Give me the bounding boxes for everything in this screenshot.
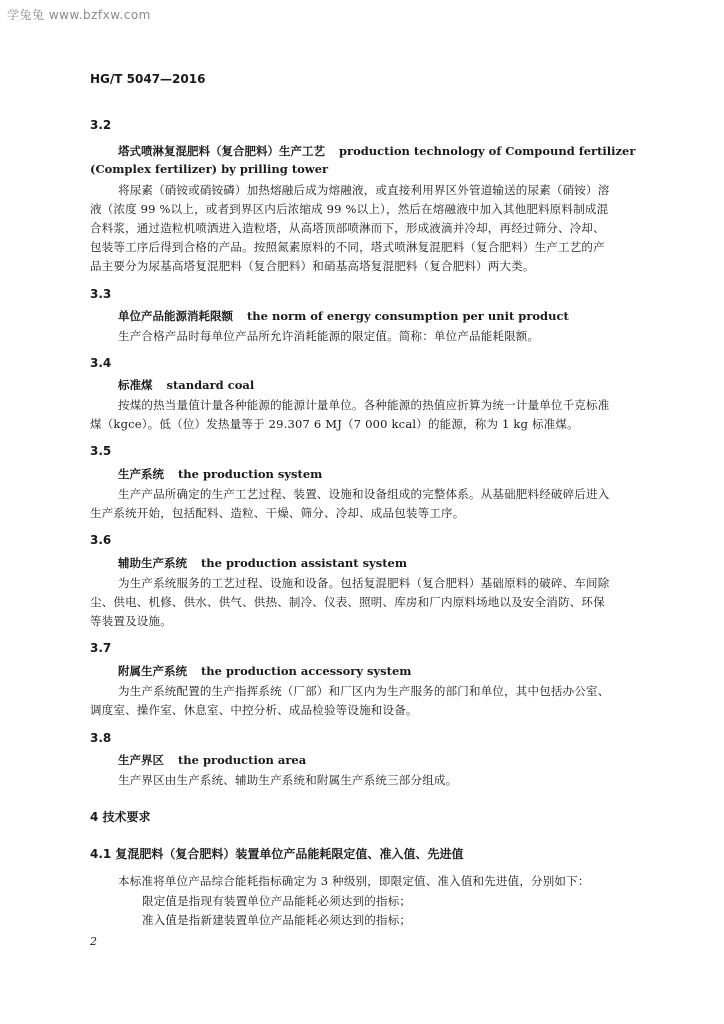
term-title-3-3 <box>118 308 569 324</box>
term-title-3-2 <box>118 143 635 159</box>
paragraph-line: 尘、供电、机修、供水、供气、供热、制冷、仪表、照明、库房和厂内原料场地以及安全消防、环保 <box>90 595 605 609</box>
term-en: the production system <box>178 467 323 481</box>
section-heading-4: 4 技术要求 <box>90 810 151 824</box>
standard-number-header: HG/T 5047—2016 <box>90 72 206 86</box>
paragraph-line: 包装等工序后得到合格的产品。按照氮素原料的不同，塔式喷淋复混肥料（复合肥料）生产工艺的产 <box>90 240 605 254</box>
paragraph-line: 生产系统开始，包括配料、造粒、干燥、筛分、冷却、成品包装等工序。 <box>90 506 465 520</box>
site-watermark: 学兔兔 www.bzfxw.com <box>7 8 151 22</box>
page-number: 2 <box>90 935 97 948</box>
clause-number-3-5: 3.5 <box>90 444 112 458</box>
term-title-3-4 <box>118 377 254 393</box>
clause-number-3-8: 3.8 <box>90 731 112 745</box>
subsection-heading-4-1: 4.1 复混肥料（复合肥料）装置单位产品能耗限定值、准入值、先进值 <box>90 847 464 861</box>
paragraph-line: 品主要分为尿基高塔复混肥料（复合肥料）和硝基高塔复混肥料（复合肥料）两大类。 <box>90 259 535 273</box>
term-en: production technology of Compound fertilizer <box>339 144 636 158</box>
clause-number-3-3: 3.3 <box>90 287 112 301</box>
term-cn: 附属生产系统 <box>118 664 187 678</box>
term-title-3-5 <box>118 466 322 482</box>
term-title-3-8 <box>118 752 306 768</box>
term-cn: 生产系统 <box>118 467 164 481</box>
paragraph-line: 煤（kgce）。低（位）发热量等于 29.307 6 MJ（7 000 kcal）的能源，称为 1 kg 标准煤。 <box>90 417 579 431</box>
term-en: the production area <box>178 753 307 767</box>
term-en: the production accessory system <box>201 664 412 678</box>
clause-number-3-4: 3.4 <box>90 356 112 370</box>
term-cn: 生产界区 <box>118 753 164 767</box>
paragraph-line: 将尿素（硝铵或硝铵磷）加热熔融后成为熔融液，或直接利用界区外管道输送的尿素（硝铵）溶 <box>118 183 610 197</box>
term-title-3-7 <box>118 663 411 679</box>
paragraph-line: 生产界区由生产系统、辅助生产系统和附属生产系统三部分组成。 <box>118 773 458 787</box>
term-cn: 塔式喷淋复混肥料（复合肥料）生产工艺 <box>118 144 325 158</box>
paragraph-line: 生产合格产品时每单位产品所允许消耗能源的限定值。简称：单位产品能耗限额。 <box>118 329 540 343</box>
paragraph-line: 本标准将单位产品综合能耗指标确定为 3 种级别，即限定值、准入值和先进值，分别如下： <box>118 874 590 888</box>
term-en: the production assistant system <box>201 556 407 570</box>
term-cn: 标准煤 <box>118 378 153 392</box>
term-cn: 辅助生产系统 <box>118 556 187 570</box>
clause-number-3-2: 3.2 <box>90 118 112 132</box>
term-cn: 单位产品能源消耗限额 <box>118 309 233 323</box>
paragraph-line: 按煤的热当量值计量各种能源的能源计量单位。各种能源的热值应折算为统一计量单位千克标准 <box>118 398 610 412</box>
clause-number-3-6: 3.6 <box>90 533 112 547</box>
paragraph-line: 为生产系统服务的工艺过程、设施和设备。包括复混肥料（复合肥料）基础原料的破碎、车间除 <box>118 576 610 590</box>
paragraph-line: 等装置及设施。 <box>90 614 172 628</box>
clause-number-3-7: 3.7 <box>90 641 112 655</box>
paragraph-line: 调度室、操作室、休息室、中控分析、成品检验等设施和设备。 <box>90 703 418 717</box>
paragraph-line: 为生产系统配置的生产指挥系统（厂部）和厂区内为生产服务的部门和单位，其中包括办公室、 <box>118 684 610 698</box>
term-en: the norm of energy consumption per unit product <box>247 309 569 323</box>
term-title-3-6 <box>118 555 407 571</box>
term-en-continuation: (Complex fertilizer) by prilling tower <box>90 162 329 176</box>
list-item: 限定值是指现有装置单位产品能耗必须达到的指标； <box>142 894 412 908</box>
paragraph-line: 液（浓度 99 %以上，或者到界区内后浓缩成 99 %以上），然后在熔融液中加入其他肥料原料制成混 <box>90 202 609 216</box>
term-en: standard coal <box>166 378 255 392</box>
paragraph-line: 合料浆，通过造粒机喷洒进入造粒塔，从高塔顶部喷淋而下，形成液滴并冷却，再经过筛分、冷却、 <box>90 221 605 235</box>
list-item: 准入值是指新建装置单位产品能耗必须达到的指标； <box>142 913 412 927</box>
paragraph-line: 生产产品所确定的生产工艺过程、装置、设施和设备组成的完整体系。从基础肥料经破碎后进入 <box>118 487 610 501</box>
